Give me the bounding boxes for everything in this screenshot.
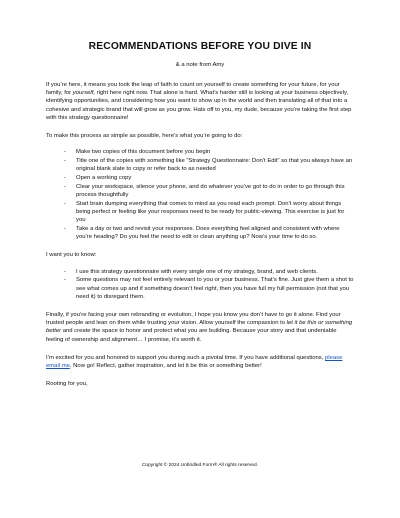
page-title: RECOMMENDATIONS BEFORE YOU DIVE IN [88, 41, 312, 52]
list-item [64, 268, 354, 276]
bullet-dash: - [64, 200, 66, 207]
bullet-dash: - [64, 268, 66, 275]
closing-paragraph [46, 354, 354, 370]
list-item-text: Make two copies of this document before you begin [76, 149, 211, 156]
list-item [64, 174, 354, 182]
copyright-footer: Copyright © 2024 Unbridled Form® All rights reserved. [141, 463, 259, 468]
list-item-text: Take a day or two and revisit your responses. Does everything feel aligned and consistent with where you’re heading? Do you feel the need to edit or clean anything up? Now’s your time to do so. [76, 226, 340, 241]
list-item [64, 148, 354, 156]
finally-emphasis: let it be this or something better [46, 320, 353, 335]
process-intro: To make this process as simple as possible, here’s what you’re going to do: [46, 133, 243, 140]
intro-text-1: If you’re here, it means you took the leap of faith to count on yourself to create something for your future, for your family, for [46, 82, 340, 97]
steps-list [46, 148, 354, 241]
intro-text-2: right here right now. That alone is hard. What’s harder still is looking at your business objectively, identifying opportunities, and considering how you want to show up in the world and then translating all of that into a cohesive and strategic brand that will grow as you grow. Hats off to you, my dude, because you’re taking the first step with this strategy questionnaire! [46, 90, 352, 121]
finally-text-2: and create the space to honor and protect what you are building. Because your story and that undeniable feeling of ownership and alignment… I promise, it’s worth it. [46, 328, 337, 343]
bullet-dash: - [64, 175, 66, 182]
list-item-text: Title one of the copies with something like “Strategy Questionnaire: Don’t Edit” so that you always have an original blank slate to copy or refer back to as needed [76, 158, 353, 173]
list-item-text: Open a working copy [76, 175, 132, 182]
closing-text-2: . Now go! Reflect, gather inspiration, and let it be this or something better! [69, 363, 262, 370]
bullet-dash: - [64, 277, 66, 284]
finally-text-1: Finally, if you’re facing your own rebranding or evolution, I hope you know you don’t have to go it alone. Find your trusted people and lean on them while trusting your vision. Allow yourself the compassion to [46, 312, 341, 327]
bullet-dash: - [64, 158, 66, 165]
list-item [64, 225, 354, 241]
list-item [64, 200, 354, 225]
list-item [64, 276, 354, 301]
list-item-text: Clear your workspace, silence your phone, and do whatever you’ve got to do in order to go through this process thoughtfully [76, 183, 345, 199]
list-item-text: Start brain dumping everything that comes to mind as you read each prompt. Don’t worry about things being perfect or feeling like your responses need to be ready for public-viewing. This exercise is just for you [76, 200, 345, 224]
finally-paragraph [46, 311, 354, 344]
list-item-text: Some questions may not feel entirely relevant to you or your business. That’s fine. Just give them a shot to see what comes up and if something doesn’t feel right, then you have full my full permission (not that you need it) to disregard them. [76, 277, 354, 300]
bullet-dash: - [64, 183, 66, 190]
list-item [64, 157, 354, 173]
email-link[interactable]: please email me [46, 354, 343, 370]
closing-text-1: I’m excited for you and honored to support you during such a pivotal time. If you have additional questions, [46, 354, 325, 361]
page-subtitle: & a note from Amy [175, 62, 225, 68]
notes-list [46, 268, 354, 301]
know-intro: I want you to know: [46, 252, 97, 259]
intro-paragraph [46, 81, 354, 122]
list-item-text: I use this strategy questionnaire with every single one of my strategy, brand, and web clients. [76, 268, 318, 275]
list-item [64, 183, 354, 199]
signoff: Rooting for you, [46, 381, 88, 388]
bullet-dash: - [64, 226, 66, 233]
bullet-dash: - [64, 149, 66, 156]
intro-emphasis: yourself, [72, 90, 95, 97]
